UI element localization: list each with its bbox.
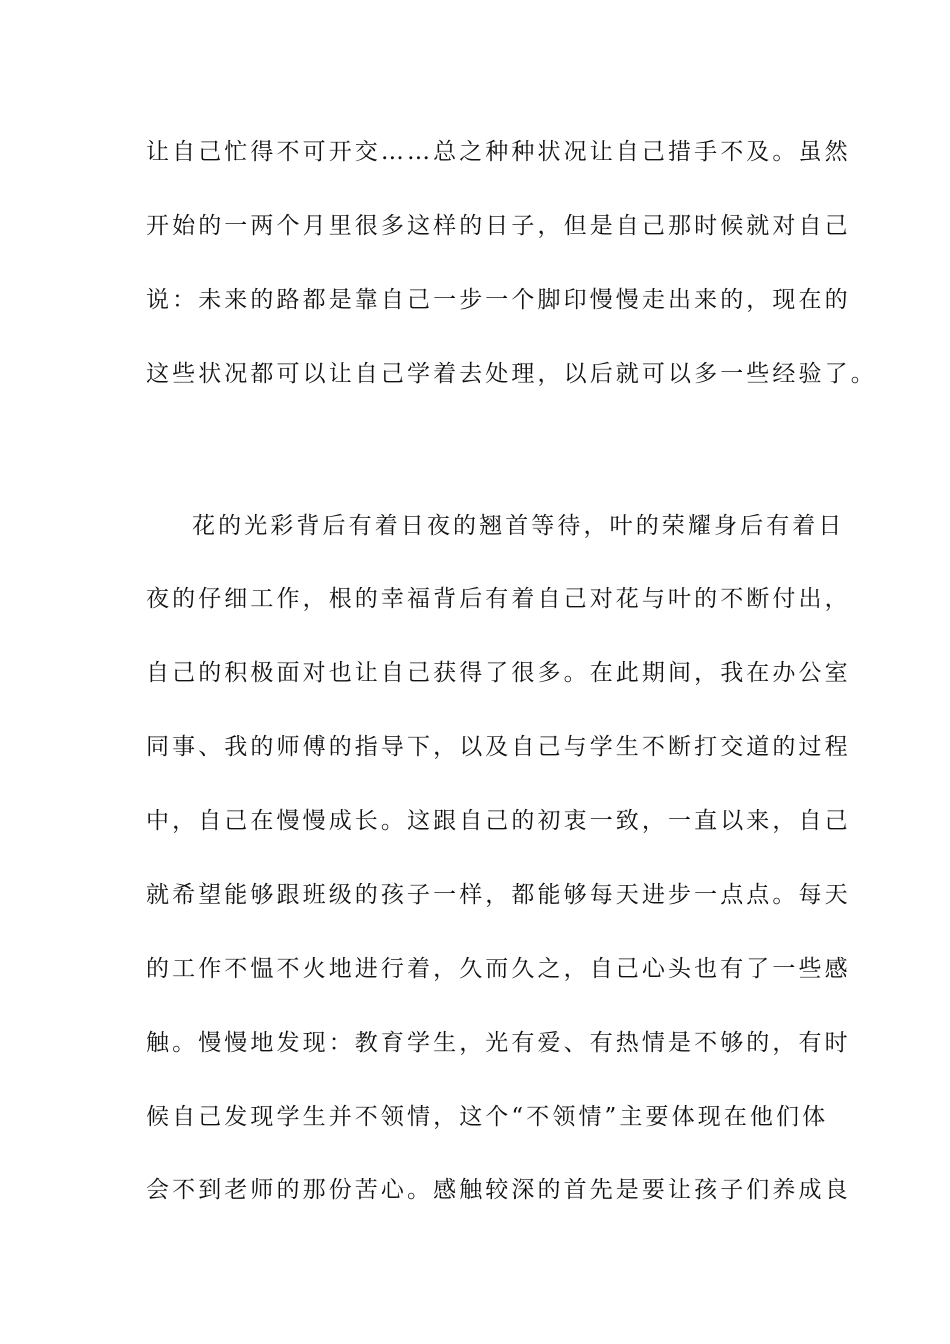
text-line: 开始的一两个月里很多这样的日子，但是自己那时候就对自己: [146, 213, 851, 239]
text-line: 自己的积极面对也让自己获得了很多。在此期间，我在办公室: [146, 660, 851, 686]
text-line: 中，自己在慢慢成长。这跟自己的初衷一致，一直以来，自己: [146, 808, 851, 834]
text-line: 会不到老师的那份苦心。感触较深的首先是要让孩子们养成良: [146, 1177, 851, 1203]
text-line: 就希望能够跟班级的孩子一样，都能够每天进步一点点。每天: [146, 882, 851, 908]
text-line: 花的光彩背后有着日夜的翘首等待，叶的荣耀身后有着日: [192, 513, 845, 539]
text-line: 同事、我的师傅的指导下，以及自己与学生不断打交道的过程: [146, 734, 851, 760]
text-line: 这些状况都可以让自己学着去处理，以后就可以多一些经验了。: [146, 361, 877, 387]
text-line: 候自己发现学生并不领情，这个“不领情”主要体现在他们体: [146, 1104, 829, 1130]
text-line: 触。慢慢地发现：教育学生，光有爱、有热情是不够的，有时: [146, 1030, 851, 1056]
text-line: 夜的仔细工作，根的幸福背后有着自己对花与叶的不断付出，: [146, 586, 851, 612]
text-line: 说：未来的路都是靠自己一步一个脚印慢慢走出来的，现在的: [146, 287, 851, 313]
text-line: 让自己忙得不可开交……总之种种状况让自己措手不及。虽然: [146, 139, 851, 165]
text-line: 的工作不愠不火地进行着，久而久之，自己心头也有了一些感: [146, 956, 851, 982]
